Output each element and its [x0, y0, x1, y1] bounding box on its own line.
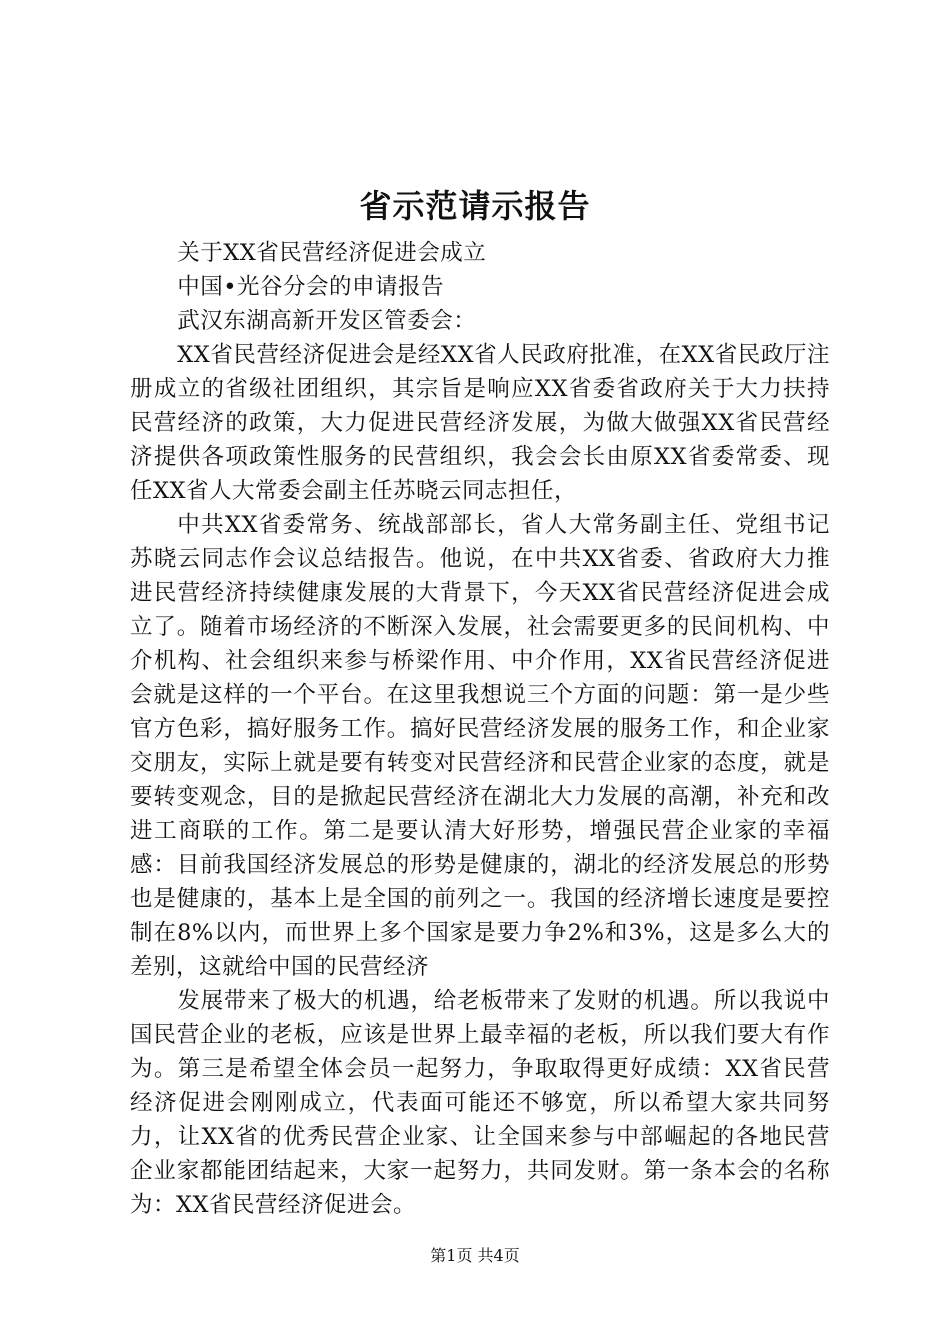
subject-line-2: 中国•光谷分会的申请报告 — [177, 274, 445, 300]
subject-line-1: 关于XX省民营经济促进会成立 — [177, 240, 487, 266]
document-title: 省示范请示报告 — [359, 187, 591, 225]
addressee: 武汉东湖高新开发区管委会： — [177, 308, 477, 334]
page-number-footer: 第1页 共4页 — [430, 1246, 520, 1265]
body-paragraph: XX省民营经济促进会是经XX省人民政府批准，在XX省民政厅注册成立的省级社团组织，其宗旨是响应XX省委省政府关于大力扶持民营经济的政策，大力促进民营经济发展，为做大做强XX省民营经济提供各项政策性服务的民营组织，我会会长由原XX省委常委、现任XX省人大常委会副主任苏晓云同志担任， — [130, 342, 830, 504]
body-paragraph: 中共XX省委常务、统战部部长，省人大常务副主任、党组书记苏晓云同志作会议总结报告。他说，在中共XX省委、省政府大力推进民营经济持续健康发展的大背景下，今天XX省民营经济促进会成立了。随着市场经济的不断深入发展，社会需要更多的民间机构、中介机构、社会组织来参与桥梁作用、中介作用，XX省民营经济促进会就是这样的一个平台。在这里我想说三个方面的问题：第一是少些官方色彩，搞好服务工作。搞好民营经济发展的服务工作，和企业家交朋友，实际上就是要有转变对民营经济和民营企业家的态度，就是要转变观念，目的是掀起民营经济在湖北大力发展的高潮，补充和改进工商联的工作。第二是要认清大好形势，增强民营企业家的幸福感：目前我国经济发展总的形势是健康的，湖北的经济发展总的形势也是健康的，基本上是全国的前列之一。我国的经济增长速度是要控制在8%以内，而世界上多个国家是要力争2%和3%，这是多么大的差别，这就给中国的民营经济 — [130, 512, 830, 980]
document-body — [130, 236, 830, 1222]
body-paragraph: 发展带来了极大的机遇，给老板带来了发财的机遇。所以我说中国民营企业的老板，应该是世界上最幸福的老板，所以我们要大有作为。第三是希望全体会员一起努力，争取取得更好成绩：XX省民营经济促进会刚刚成立，代表面可能还不够宽，所以希望大家共同努力，让XX省的优秀民营企业家、让全国来参与中部崛起的各地民营企业家都能团结起来，大家一起努力，共同发财。第一条本会的名称为：XX省民营经济促进会。 — [130, 988, 830, 1218]
